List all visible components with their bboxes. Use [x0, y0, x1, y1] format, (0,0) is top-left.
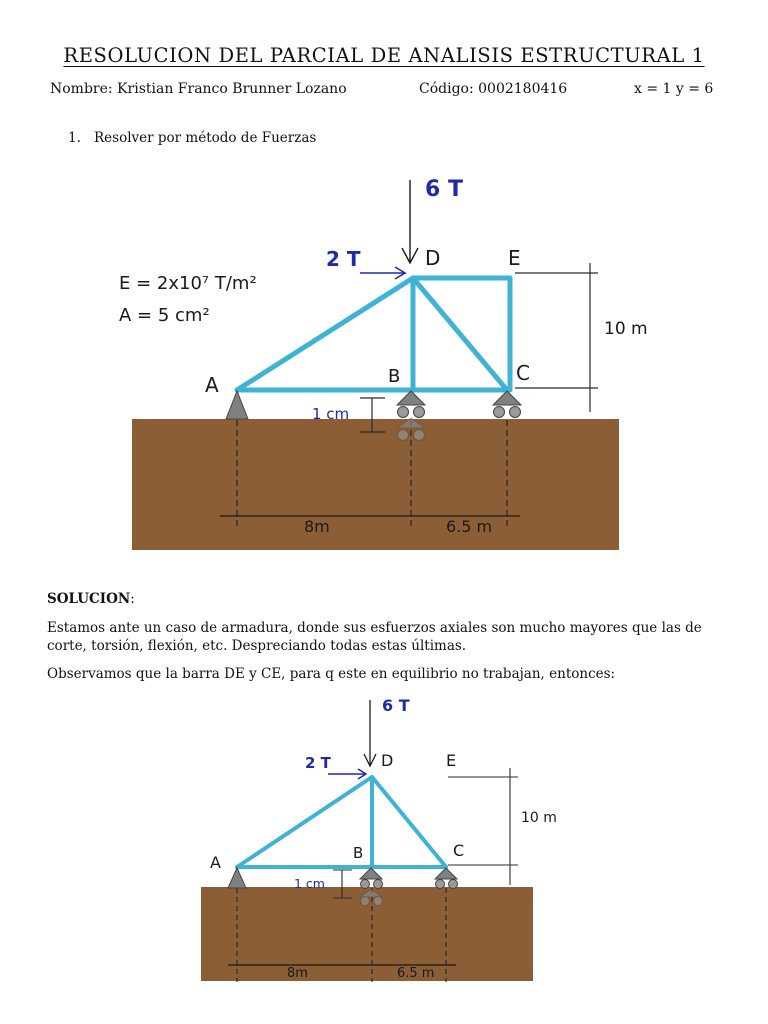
node-a-label: A — [210, 853, 221, 872]
node-e-label: E — [446, 751, 457, 770]
truss-figure-2 — [0, 690, 768, 1024]
roller-support-c — [435, 868, 458, 889]
solution-paragraph-2: Observamos que la barra DE y CE, para q este en equilibrio no trabajan, entonces: — [47, 666, 616, 682]
vertical-load-label: 6 T — [425, 177, 463, 202]
area-label: A = 5 cm² — [119, 305, 210, 326]
node-c-label: C — [453, 841, 465, 860]
node-d-label: D — [425, 246, 441, 270]
vertical-load-label: 6 T — [382, 696, 410, 715]
node-d-label: D — [381, 751, 394, 770]
student-code: Código: 0002180416 — [419, 81, 568, 97]
solution-paragraph-1: Estamos ante un caso de armadura, donde sus esfuerzos axiales son mucho mayores que las de corte, torsión, flexión, etc. Despreciando todas estas últimas. — [47, 620, 702, 654]
truss-members — [237, 278, 510, 390]
node-c-label: C — [516, 361, 530, 385]
height-label: 10 m — [604, 319, 648, 339]
span2-label: 6.5 m — [397, 966, 435, 981]
problem-text: Resolver por método de Fuerzas — [94, 130, 317, 146]
pin-support-a — [228, 868, 246, 888]
height-label: 10 m — [521, 810, 557, 826]
roller-support-c — [493, 391, 521, 418]
modulus-label: E = 2x10⁷ T/m² — [119, 273, 257, 294]
student-name: Nombre: Kristian Franco Brunner Lozano — [50, 81, 347, 97]
ground-block — [132, 419, 619, 550]
node-b-label: B — [388, 366, 401, 387]
solution-heading: SOLUCION: — [47, 591, 135, 607]
problem-number: 1. — [68, 130, 81, 146]
problem-item — [68, 130, 316, 146]
xy-values: x = 1 y = 6 — [634, 81, 714, 97]
span2-label: 6.5 m — [446, 517, 493, 536]
span1-label: 8m — [304, 517, 330, 536]
span1-label: 8m — [287, 966, 308, 981]
settlement-label: 1 cm — [294, 876, 325, 891]
pin-support-a — [226, 391, 248, 419]
page-title: RESOLUCION DEL PARCIAL DE ANALISIS ESTRUCTURAL 1 — [63, 44, 705, 67]
node-b-label: B — [353, 844, 364, 862]
node-a-label: A — [205, 373, 219, 397]
settlement-label: 1 cm — [312, 405, 350, 423]
truss-members — [237, 777, 446, 867]
node-e-label: E — [508, 246, 521, 270]
truss-figure-1 — [0, 170, 768, 560]
horizontal-load-label: 2 T — [326, 247, 361, 271]
horizontal-load-label: 2 T — [305, 754, 331, 772]
